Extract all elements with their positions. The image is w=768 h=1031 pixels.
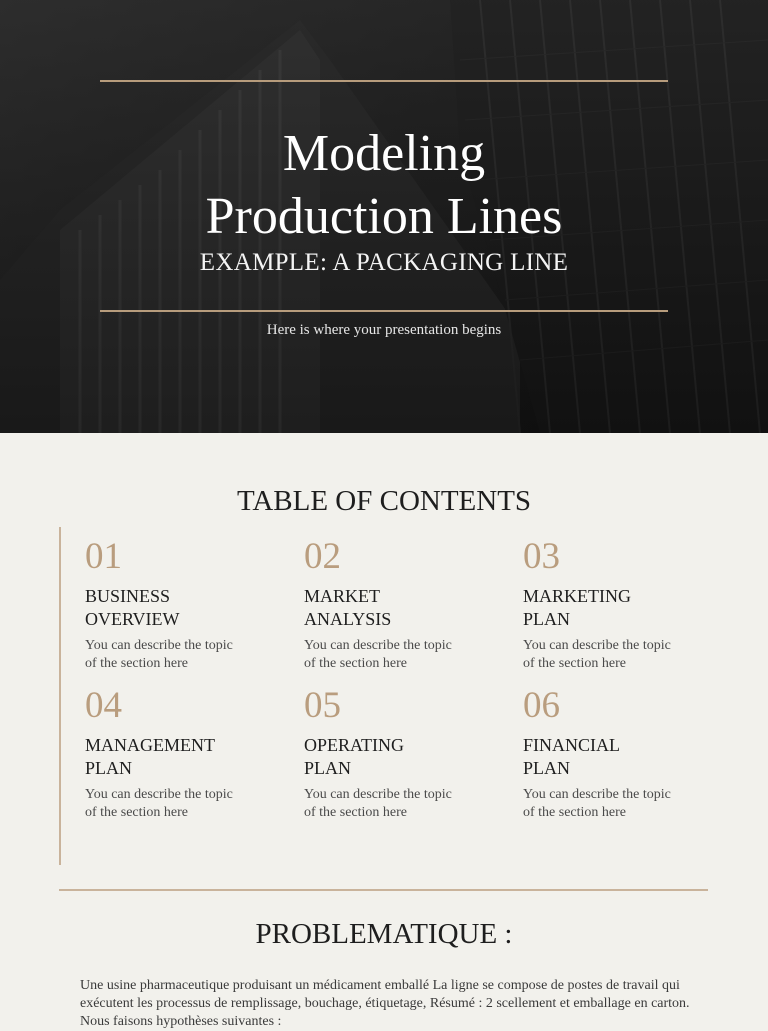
toc-item-number: 04 — [85, 685, 122, 726]
toc-item-description: You can describe the topic of the section here — [85, 638, 233, 671]
presentation-tagline: Here is where your presentation begins — [266, 322, 502, 338]
title-line-2: Production Lines — [205, 188, 563, 245]
toc-item-marketing-plan — [523, 537, 723, 673]
toc-item-operating-plan — [304, 686, 504, 822]
toc-item-title: FINANCIAL PLAN — [523, 735, 620, 778]
toc-item-description: You can describe the topic of the section here — [304, 787, 452, 820]
toc-item-title: BUSINESS OVERVIEW — [85, 586, 180, 629]
hero-top-rule — [100, 80, 668, 82]
toc-item-description: You can describe the topic of the section here — [523, 787, 671, 820]
toc-item-business-overview — [85, 537, 285, 673]
problematique-text: Une usine pharmaceutique produisant un médicament emballé La ligne se compose de postes de travail qui exécutent les processus de remplissage, bouchage, étiquetage, Résumé : 2 scellement et emballage en carton. Nous faisons hypothèses suivantes : — [80, 978, 690, 1029]
hero-banner — [0, 0, 768, 433]
problematique-heading: PROBLEMATIQUE : — [255, 918, 513, 950]
toc-item-title: MARKETING PLAN — [523, 586, 631, 629]
hero-bottom-rule — [100, 310, 668, 312]
title-line-1: Modeling — [282, 125, 486, 182]
toc-item-number: 01 — [85, 536, 122, 577]
toc-item-financial-plan — [523, 686, 723, 822]
toc-item-title: OPERATING PLAN — [304, 735, 405, 778]
toc-item-management-plan — [85, 686, 285, 822]
toc-vertical-rule — [59, 527, 61, 865]
toc-item-description: You can describe the topic of the section here — [523, 638, 671, 671]
toc-item-description: You can describe the topic of the section here — [85, 787, 233, 820]
section-divider — [59, 889, 708, 891]
toc-heading: TABLE OF CONTENTS — [236, 485, 532, 517]
toc-item-title: MANAGEMENT PLAN — [85, 735, 215, 778]
toc-item-market-analysis — [304, 537, 504, 673]
presentation-subtitle: EXAMPLE: A PACKAGING LINE — [199, 249, 569, 276]
toc-item-title: MARKET ANALYSIS — [304, 586, 392, 629]
toc-item-number: 05 — [304, 685, 341, 726]
toc-item-description: You can describe the topic of the section here — [304, 638, 452, 671]
presentation-title — [0, 122, 768, 248]
toc-item-number: 06 — [523, 685, 560, 726]
toc-item-number: 02 — [304, 536, 341, 577]
toc-item-number: 03 — [523, 536, 560, 577]
